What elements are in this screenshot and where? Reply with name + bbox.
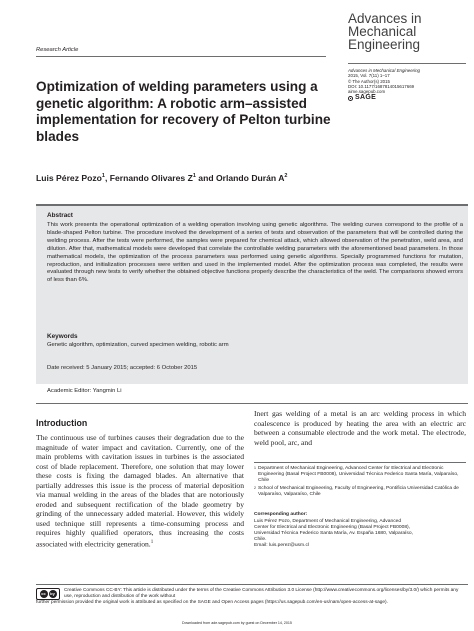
academic-editor: Academic Editor: Yangmin Li [47,388,122,394]
article-title: Optimization of welding parameters using a genetic algorithm: A robotic arm–assisted implementation for recovery of Pelton turbine blades [36,79,331,144]
journal-divider [348,63,466,64]
affiliation-number: 2 [254,486,256,491]
received-dates: Date received: 5 January 2015; accepted: 6 October 2015 [47,365,198,371]
download-notice: Downloaded from ade.sagepub.com by guest on December 14, 2015 [182,621,292,625]
author-name: Luis Pérez Pozo [36,173,102,183]
footnote-divider [254,462,466,463]
publisher-name: SAGE [355,94,377,102]
corresponding-author-details [254,519,466,549]
abstract-heading: Abstract [47,212,73,219]
affiliation-text: Department of Mechanical Engineering, Advanced Center for Electrical and Electronic Engineering (Basal Project FB0008), Universidad Técnica Federico Santa María, Valparaíso, Chile [258,466,459,484]
corresponding-author-heading: Corresponding author: [254,512,308,517]
journal-name-line: Engineering [348,37,421,52]
abstract-text: This work presents the operational optimization of a welding operation involving using genetic algorithms. The welding curves correspond to the profile of a blade-shaped Pelton turbine. The procedure involved the development of a series of tests and observation of the parameters that will be controlled during the welding process. After the tests were performed, the samples were prepared for chemical attack, which allowed observation of the penetration, weld area, and dilution. After that, mathematical models were developed that correlate the controllable welding parameters with the aforementioned bead parameters. In those mathematical models, the optimization of the process parameters was performed using genetic algorithms. Specially programmed functions for mutation, reproduction, and initialization processes were written and used in the implemented model. After the optimization process was completed, the results were evaluated through new tests to verify whether the obtained objective functions properly describe the characteristics of the weld. The comparisons showed errors of less than 6%. [47,222,463,284]
publisher-logo [348,95,470,100]
author-affiliation-mark: 1 [192,173,196,180]
affiliation-number: 1 [254,466,256,470]
article-type: Research Article [36,47,79,53]
affiliations [254,466,466,500]
introduction-right-column [254,409,466,447]
journal-name-line: Advances in [348,11,422,26]
journal-citation: Advances in Mechanical Engineering [348,68,421,73]
reference-mark[interactable]: 1 [150,540,154,546]
affiliation-item [254,486,466,498]
corresponding-email[interactable]: Email: luis.perez@usm.cl [254,543,309,549]
author-name: Orlando Durán A [215,173,285,183]
journal-name-line: Mechanical [348,24,417,39]
license-text-continued: further permission provided the original work is attributed as specified on the SAGE and Open Access pages (https://us.sagepub.com/en-us/nam/open-access-at-sage). [36,600,388,605]
journal-copyright: © The Author(s) 2015 [348,78,390,84]
corresponding-line: Chile. [254,537,267,543]
by-icon: by [50,591,55,596]
journal-name [348,12,468,51]
keywords-heading: Keywords [47,333,78,340]
affiliation-text: School of Mechanical Engineering, Faculty of Engineering, Pontificia Universidad Católica de Valparaíso, Valparaíso, Chile [258,486,459,498]
header-divider [36,56,326,57]
license-divider [36,584,468,585]
corresponding-line: Universidad Técnica Federico Santa María, Av. España 1680, Valparaíso, [254,531,413,537]
keywords-text: Genetic algorithm, optimization, curved specimen welding, robotic arm [47,342,229,348]
cc-by-badge[interactable] [36,588,60,600]
abstract-divider [36,403,468,404]
sage-logo-icon [348,96,353,101]
corresponding-line: Center for Electrical and Electronic Engineering (Basal Project FB0008), [254,525,411,531]
journal-volume: 2015, Vol. 7(11) 1–17 [348,73,390,79]
introduction-paragraph: Inert gas welding of a metal is an arc welding process in which coalescence is produced by heating the area with an electric arc between a consumable electrode and the work metal. The electrode, weld pool, arc, and [254,409,466,447]
author-separator: and [195,173,216,183]
journal-info [348,68,470,101]
journal-url[interactable]: aime.sagepub.com [348,89,386,95]
author-list [36,173,287,183]
cc-icon: cc [41,591,46,596]
license-text: Creative Commons CC-BY: This article is distributed under the terms of the Creative Commons Attribution 3.0 License (http://www.creativecommons.org/licenses/by/3.0/) which permits any use, reproduction and distribution of the work without [64,588,459,600]
author-affiliation-mark: 1 [101,173,105,180]
author-name: Fernando Olivares Z [109,173,193,183]
author-affiliation-mark: 2 [284,173,288,180]
introduction-heading: Introduction [36,418,88,428]
author-separator: , [104,173,110,183]
journal-doi[interactable]: DOI: 10.1177/1687814015617669 [348,83,415,89]
corresponding-line: Luis Pérez Pozo, Department of Mechanical Engineering, Advanced [254,519,402,524]
affiliation-item [254,466,466,484]
introduction-left-column [36,433,244,549]
introduction-paragraph: The continuous use of turbines causes their degradation due to the magnitude of water impact and cavitation. Currently, one of the main problems with cavitation issues in turbines is the associated cost of blade replacement. Therefore, one solution that may lower these costs is fixing the damaged blades. An alternative that partially addresses this issue is the process of material deposition via manual welding in the areas of the blades that are notoriously eroded and subsequent rectification of the blade geometry by grinding of the unnecessary added material. However, this widely used technique still represents a time-consuming process and requires highly qualified operators, thus increasing the costs associated with electricity generation. [36,433,244,549]
